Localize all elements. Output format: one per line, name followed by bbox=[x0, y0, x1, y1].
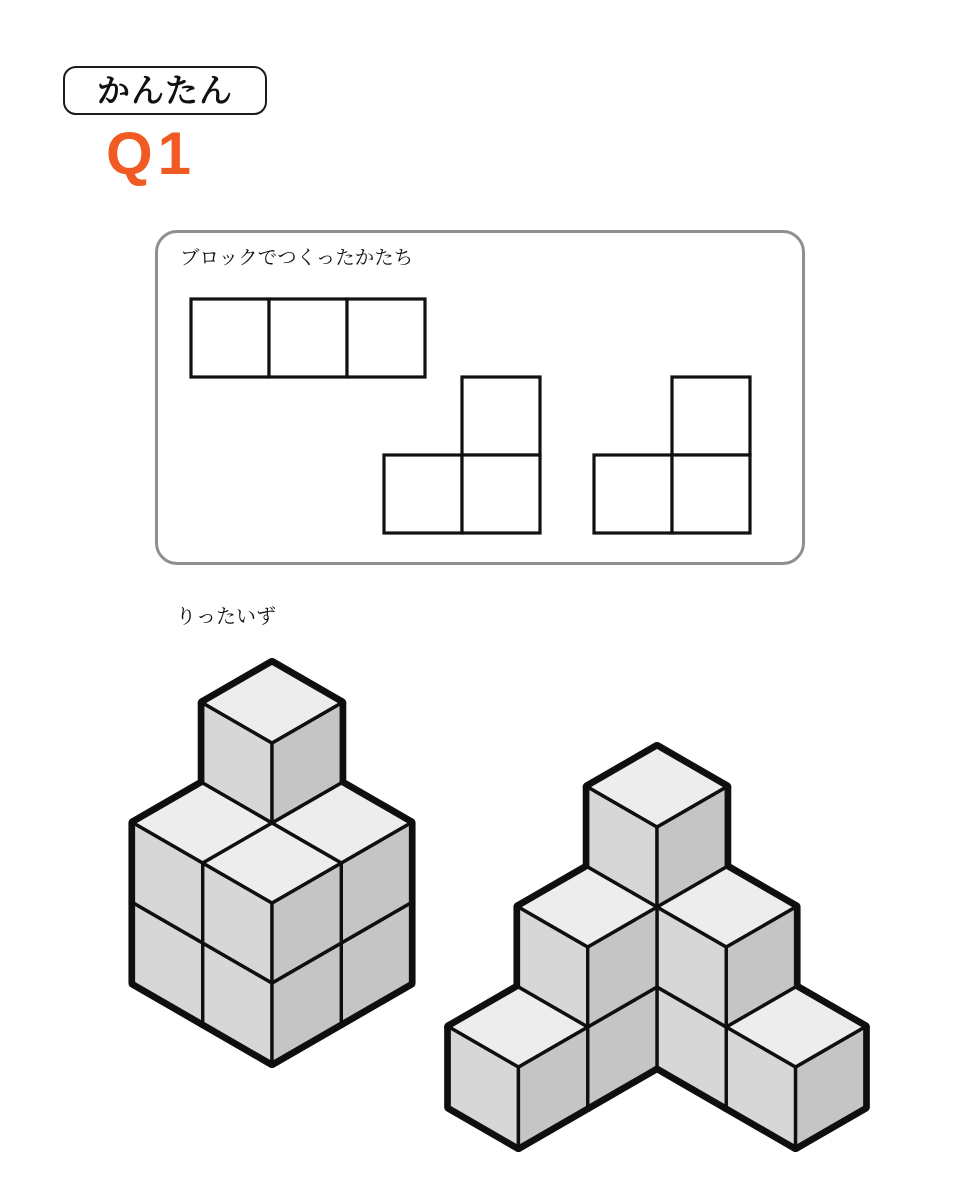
panel-title: ブロックでつくったかたち bbox=[180, 247, 414, 269]
solid-figure-right bbox=[449, 747, 865, 1147]
iso-figures-label: りったいず bbox=[176, 606, 276, 628]
block-shapes-panel bbox=[155, 230, 805, 565]
question-number: Q1 bbox=[106, 120, 197, 187]
difficulty-badge bbox=[63, 66, 267, 115]
difficulty-badge-label: かんたん bbox=[97, 72, 233, 109]
solid-figure-left bbox=[133, 663, 410, 1063]
